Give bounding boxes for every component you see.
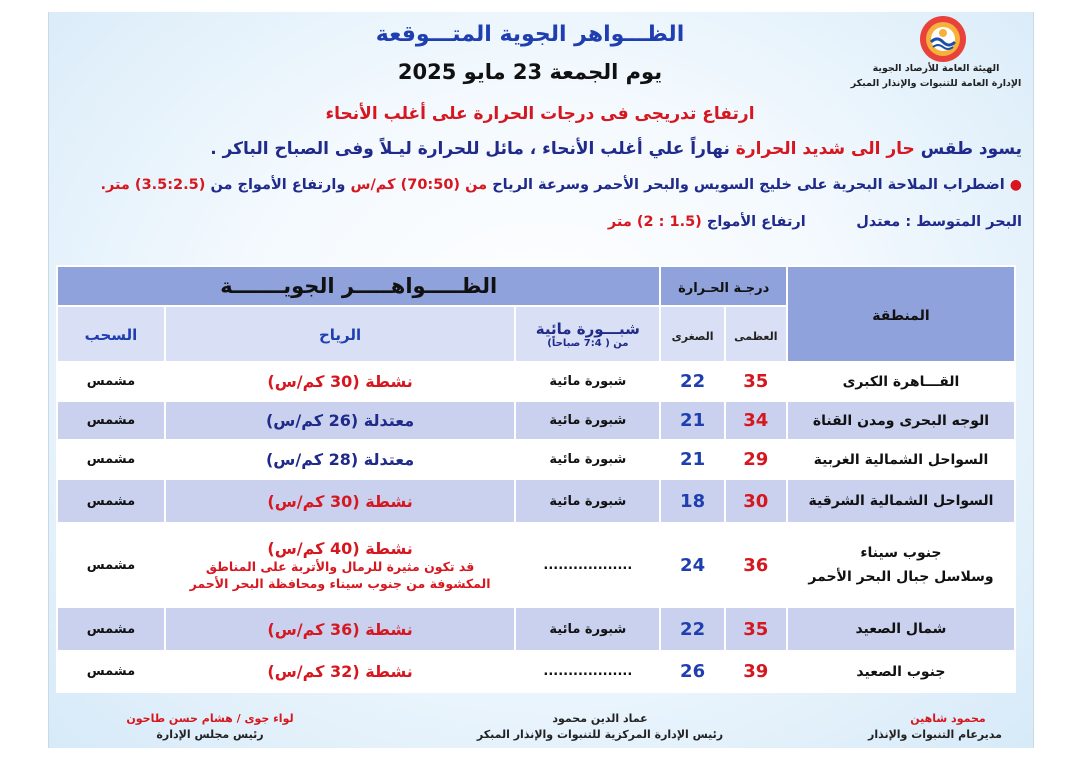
bullet-icon: ● [1009,177,1022,193]
region-cell: السواحل الشمالية الشرقية [787,479,1015,523]
header-min: الصغرى [660,306,724,362]
region-cell: جنوب الصعيد [787,651,1015,692]
forecast-headline: ارتفاع تدريجى فى درجات الحرارة على أغلب الأنحاء [325,104,755,124]
region-line-2: وسلاسل جبال البحر الأحمر [808,569,994,585]
min-temp-cell: 21 [660,401,724,440]
wind-value: نشطة (40 كم/س) [267,538,413,558]
ema-logo-icon [918,14,968,64]
forecast-date: يوم الجمعة 23 مايو 2025 [397,60,663,84]
clouds-cell: مشمس [57,401,165,440]
med-label: البحر المتوسط [916,214,1022,230]
med-sep: : [905,214,912,230]
max-temp-cell: 30 [725,479,787,523]
clouds-cell: مشمس [57,607,165,651]
weather-rest: نهاراً علي أغلب الأنحاء ، مائل للحرارة ليـلاً وفى الصباح الباكر . [210,139,730,159]
header-region: المنطقة [787,266,1015,362]
wind-note-2: المكشوفة من جنوب سيناء ومحافظة البحر الأحمر [189,575,491,591]
table-row [57,401,1015,440]
min-temp-cell: 22 [660,362,724,401]
max-temp-cell: 34 [725,401,787,440]
min-temp-cell: 24 [660,523,724,607]
wind-cell: نشطة (30 كم/س) [165,362,515,401]
table-row [57,440,1015,479]
med-state: معتدل [856,214,901,230]
min-temp-cell: 21 [660,440,724,479]
forecast-table [56,265,1016,693]
region-cell [787,523,1015,607]
fog-cell: شبورة مائية [515,362,660,401]
fog-cell: شبورة مائية [515,607,660,651]
table-row [57,523,1015,607]
header-fog: شبـــورة مائية من ( 7:4 صباحاً) [515,306,660,362]
weather-hot: حار الى شديد الحرارة [735,139,915,159]
med-wave-label: ارتفاع الأمواج [706,214,806,230]
header-clouds: السحب [57,306,165,362]
signature-middle-title: رئيس الإدارة المركزية للتنبوات والإنذار المبكر [476,728,724,741]
wind-cell: معتدلة (26 كم/س) [165,401,515,440]
min-temp-cell: 18 [660,479,724,523]
med-wave-value: (1.5 : 2) متر [607,214,702,230]
marine-text: اضطراب الملاحة البحرية على خليج السويس والبحر الأحمر وسرعة الرياح [492,177,1005,193]
page-title: الظـــواهر الجوية المتـــوقعة [375,22,685,47]
signature-left-name: لواء جوى / هشام حسن طاحون [126,712,294,725]
region-cell: السواحل الشمالية الغربية [787,440,1015,479]
region-cell: شمال الصعيد [787,607,1015,651]
clouds-cell: مشمس [57,479,165,523]
region-line-1: جنوب سيناء [860,545,942,561]
wind-cell: معتدلة (28 كم/س) [165,440,515,479]
min-temp-cell: 22 [660,607,724,651]
signature-right-name: محمود شاهين [910,712,986,725]
fog-cell: شبورة مائية [515,401,660,440]
org-name: الهيئة العامة للأرصاد الجوية [872,63,1000,74]
weather-summary [190,139,1022,159]
table-row [57,607,1015,651]
max-temp-cell: 29 [725,440,787,479]
clouds-cell: مشمس [57,523,165,607]
table-row [57,362,1015,401]
header-wind: الرياح [165,306,515,362]
clouds-cell: مشمس [57,362,165,401]
wind-cell [165,523,515,607]
table-row [57,651,1015,692]
marine-wind-prefix: من [465,177,488,193]
signature-right-title: مديرعام التنبوات والإنذار [868,728,1002,741]
max-temp-cell: 35 [725,362,787,401]
org-department: الإدارة العامة للتنبوات والإنذار المبكر [850,78,1022,89]
header-phenomena: الظـــــواهـــــر الجويـــــــة [57,266,660,306]
weather-prefix: يسود طقس [920,139,1022,159]
signature-left-title: رئيس مجلس الإدارة [156,728,264,741]
header-temperature: درجـة الحـرارة [660,266,786,306]
wind-note-1: قد تكون مثيرة للرمال والأتربة على المناطق [205,558,475,574]
max-temp-cell: 39 [725,651,787,692]
region-cell: الوجه البحرى ومدن القناة [787,401,1015,440]
marine-wind-value: (70:50) كم/س [350,177,461,193]
max-temp-cell: 36 [725,523,787,607]
min-temp-cell: 26 [660,651,724,692]
marine-wave-text: وارتفاع الأمواج من [210,177,346,193]
max-temp-cell: 35 [725,607,787,651]
fog-cell: شبورة مائية [515,440,660,479]
table-row [57,479,1015,523]
wind-cell: نشطة (32 كم/س) [165,651,515,692]
wind-cell: نشطة (30 كم/س) [165,479,515,523]
marine-warning [60,177,1022,193]
wind-cell: نشطة (36 كم/س) [165,607,515,651]
fog-cell: .................. [515,651,660,692]
header-max: العظمى [725,306,787,362]
clouds-cell: مشمس [57,651,165,692]
clouds-cell: مشمس [57,440,165,479]
region-cell: القـــاهرة الكبرى [787,362,1015,401]
signature-middle-name: عماد الدين محمود [552,712,648,725]
fog-cell: شبورة مائية [515,479,660,523]
marine-wave-value: (3.5:2.5) متر. [100,177,206,193]
mediterranean-sea [440,214,1022,230]
fog-cell: .................. [515,523,660,607]
